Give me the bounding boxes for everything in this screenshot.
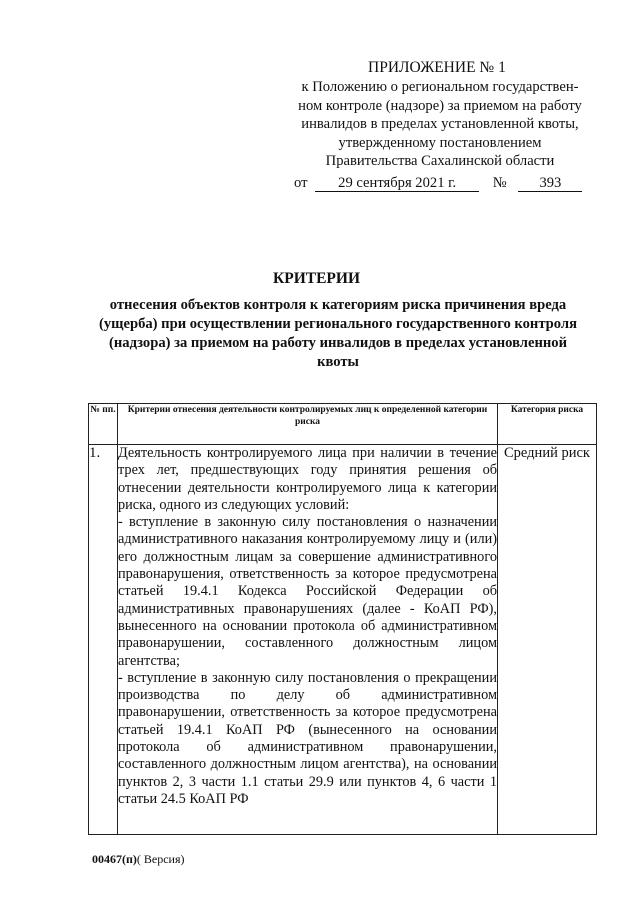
resolution-number: 393: [518, 175, 582, 192]
header-criteria: Критерии отнесения деятельности контролируемых лиц к определенной категории риска: [118, 404, 498, 445]
date-prefix: от: [294, 175, 308, 191]
table-row: [89, 445, 597, 835]
footer-version: ( Версия): [136, 852, 185, 866]
criteria-table: [88, 403, 597, 835]
appendix-line: утвержденному постановлением: [338, 134, 542, 151]
table-header-row: [89, 404, 597, 445]
row-criteria: [118, 445, 498, 835]
appendix-block: [290, 58, 590, 171]
appendix-title: ПРИЛОЖЕНИЕ № 1: [368, 59, 506, 76]
document-subheading: отнесения объектов контроля к категориям риска причинения вреда (ущерба) при осуществлении регионального государственного контроля (надзора) за приемом на работу инвалидов в пределах установленной квоты: [99, 297, 577, 370]
document-heading: КРИТЕРИИ: [272, 270, 361, 287]
resolution-date-line: [294, 175, 582, 192]
header-num: № пп.: [89, 404, 118, 445]
criteria-paragraph: - вступление в законную силу постановления о назначении административного наказания контролируемому лицу и (или) его должностным лицам за совершение административного правонарушения, ответственность за которое предусмотрена статьей 19.4.1 Кодекса Российской Федерации об административных правонарушениях (далее - КоАП РФ), вынесенного на основании протокола об административном правонарушении, составленного должностным лицом агентства;: [118, 514, 497, 669]
row-category: Средний риск: [498, 445, 597, 835]
appendix-line: Правительства Сахалинской области: [325, 153, 555, 169]
appendix-line: инвалидов в пределах установленной квоты,: [301, 116, 579, 132]
number-prefix: №: [492, 175, 507, 191]
criteria-paragraph: Деятельность контролируемого лица при наличии в течение трех лет, предшествующих году принятия решения об отнесении деятельности контролируемого лица к категории риска, одного из следующих условий:: [118, 445, 497, 513]
footer: [92, 852, 185, 867]
appendix-line: ном контроле (надзоре) за приемом на работу: [298, 97, 582, 114]
appendix-line: к Положению о региональном государствен-: [301, 79, 579, 95]
resolution-date: 29 сентября 2021 г.: [315, 175, 479, 192]
header-category: Категория риска: [498, 404, 597, 445]
row-number: 1.: [89, 445, 118, 835]
criteria-paragraph: - вступление в законную силу постановления о прекращении производства по делу об административном правонарушении, ответственность за которое предусмотрена статьей 19.4.1 КоАП РФ (вынесенного на основании протокола об административном правонарушении, составленного должностным лицом агентства), на основании пунктов 2, 3 части 1.1 статьи 29.9 или пунктов 4, 6 части 1 статьи 24.5 КоАП РФ: [118, 669, 497, 807]
footer-code: 00467(п): [92, 852, 137, 866]
